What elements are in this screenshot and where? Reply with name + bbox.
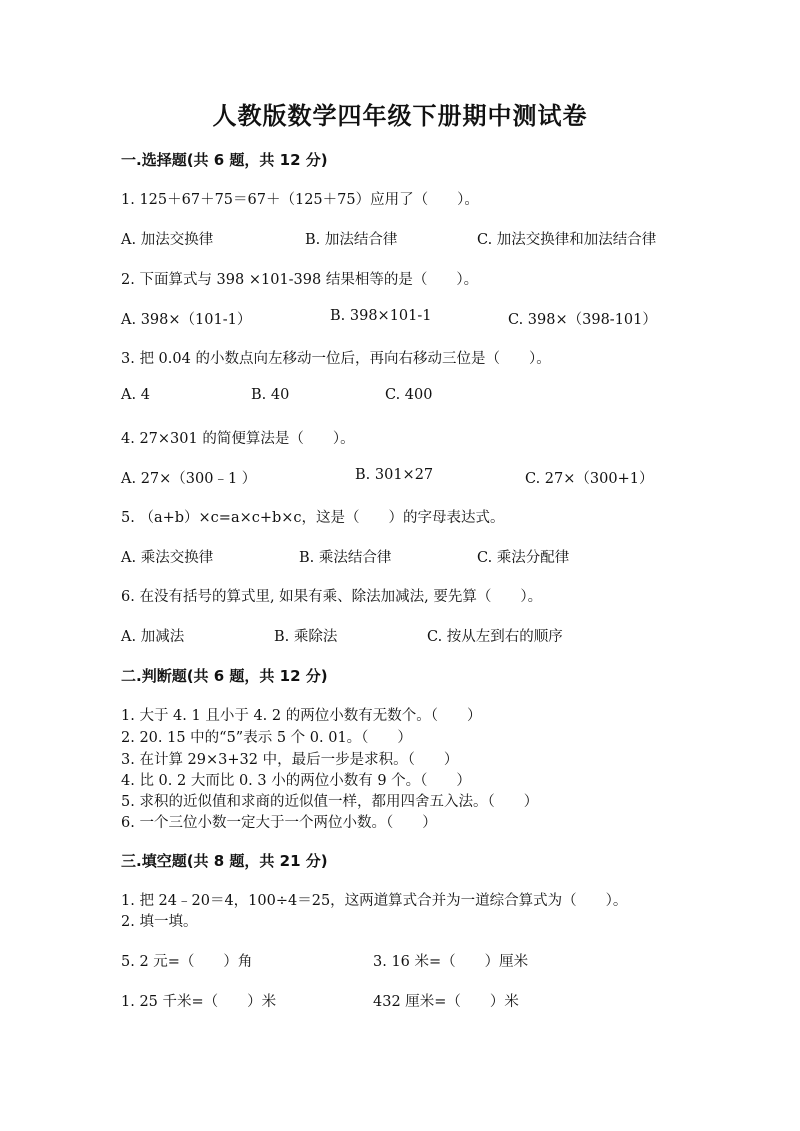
fill-blank: 1. 25 千米=（ ）米 bbox=[121, 994, 277, 1010]
section-heading-fill: 三.填空题(共 8 题，共 21 分) bbox=[121, 852, 328, 870]
judge-item: 2. 20. 15 中的“5”表示 5 个 0. 01。（ ） bbox=[121, 730, 412, 746]
option-c: C. 加法交换律和加法结合律 bbox=[477, 232, 657, 248]
judge-item: 6. 一个三位小数一定大于一个两位小数。（ ） bbox=[121, 815, 437, 831]
question-stem: 4. 27×301 的简便算法是（ ）。 bbox=[121, 431, 355, 447]
option-b: B. 398×101-1 bbox=[330, 308, 432, 324]
fill-blank: 432 厘米=（ ）米 bbox=[373, 994, 519, 1010]
option-a: A. 398×（101-1） bbox=[121, 312, 252, 328]
question-stem: 5. （a+b）×c=a×c+b×c，这是（ ）的字母表达式。 bbox=[121, 510, 505, 526]
section-heading-judge: 二.判断题(共 6 题，共 12 分) bbox=[121, 667, 328, 685]
page-title: 人教版数学四年级下册期中测试卷 bbox=[212, 102, 588, 130]
question-stem: 6. 在没有括号的算式里, 如果有乘、除法加减法, 要先算（ ）。 bbox=[121, 589, 543, 605]
option-a: A. 27×（300﹣1 ） bbox=[121, 471, 257, 487]
option-c: C. 400 bbox=[385, 387, 433, 403]
option-c: C. 按从左到右的顺序 bbox=[427, 629, 563, 645]
option-b: B. 301×27 bbox=[355, 467, 434, 483]
option-b: B. 加法结合律 bbox=[305, 232, 398, 248]
option-a: A. 4 bbox=[121, 387, 150, 403]
judge-item: 1. 大于 4. 1 且小于 4. 2 的两位小数有无数个。（ ） bbox=[121, 708, 482, 724]
option-b: B. 乘除法 bbox=[274, 629, 338, 645]
option-b: B. 40 bbox=[251, 387, 290, 403]
question-stem: 1. 125＋67＋75＝67＋（125＋75）应用了（ ）。 bbox=[121, 192, 479, 208]
fill-item: 1. 把 24﹣20＝4，100÷4＝25，这两道算式合并为一道综合算式为（ ）。 bbox=[121, 893, 628, 909]
option-c: C. 398×（398-101） bbox=[508, 312, 657, 328]
option-c: C. 乘法分配律 bbox=[477, 550, 570, 566]
option-c: C. 27×（300+1） bbox=[525, 471, 654, 487]
option-a: A. 乘法交换律 bbox=[121, 550, 214, 566]
option-a: A. 加法交换律 bbox=[121, 232, 214, 248]
section-heading-choice: 一.选择题(共 6 题，共 12 分) bbox=[121, 151, 328, 169]
option-b: B. 乘法结合律 bbox=[299, 550, 392, 566]
judge-item: 3. 在计算 29×3+32 中，最后一步是求积。（ ） bbox=[121, 752, 459, 768]
option-a: A. 加减法 bbox=[121, 629, 185, 645]
question-stem: 3. 把 0.04 的小数点向左移动一位后，再向右移动三位是（ ）。 bbox=[121, 351, 551, 367]
judge-item: 4. 比 0. 2 大而比 0. 3 小的两位小数有 9 个。（ ） bbox=[121, 773, 471, 789]
question-stem: 2. 下面算式与 398 ×101-398 结果相等的是（ ）。 bbox=[121, 272, 479, 288]
fill-blank: 3. 16 米=（ ）厘米 bbox=[373, 954, 529, 970]
fill-blank: 5. 2 元=（ ）角 bbox=[121, 954, 253, 970]
judge-item: 5. 求积的近似值和求商的近似值一样，都用四舍五入法。（ ） bbox=[121, 794, 539, 810]
fill-item: 2. 填一填。 bbox=[121, 914, 198, 930]
